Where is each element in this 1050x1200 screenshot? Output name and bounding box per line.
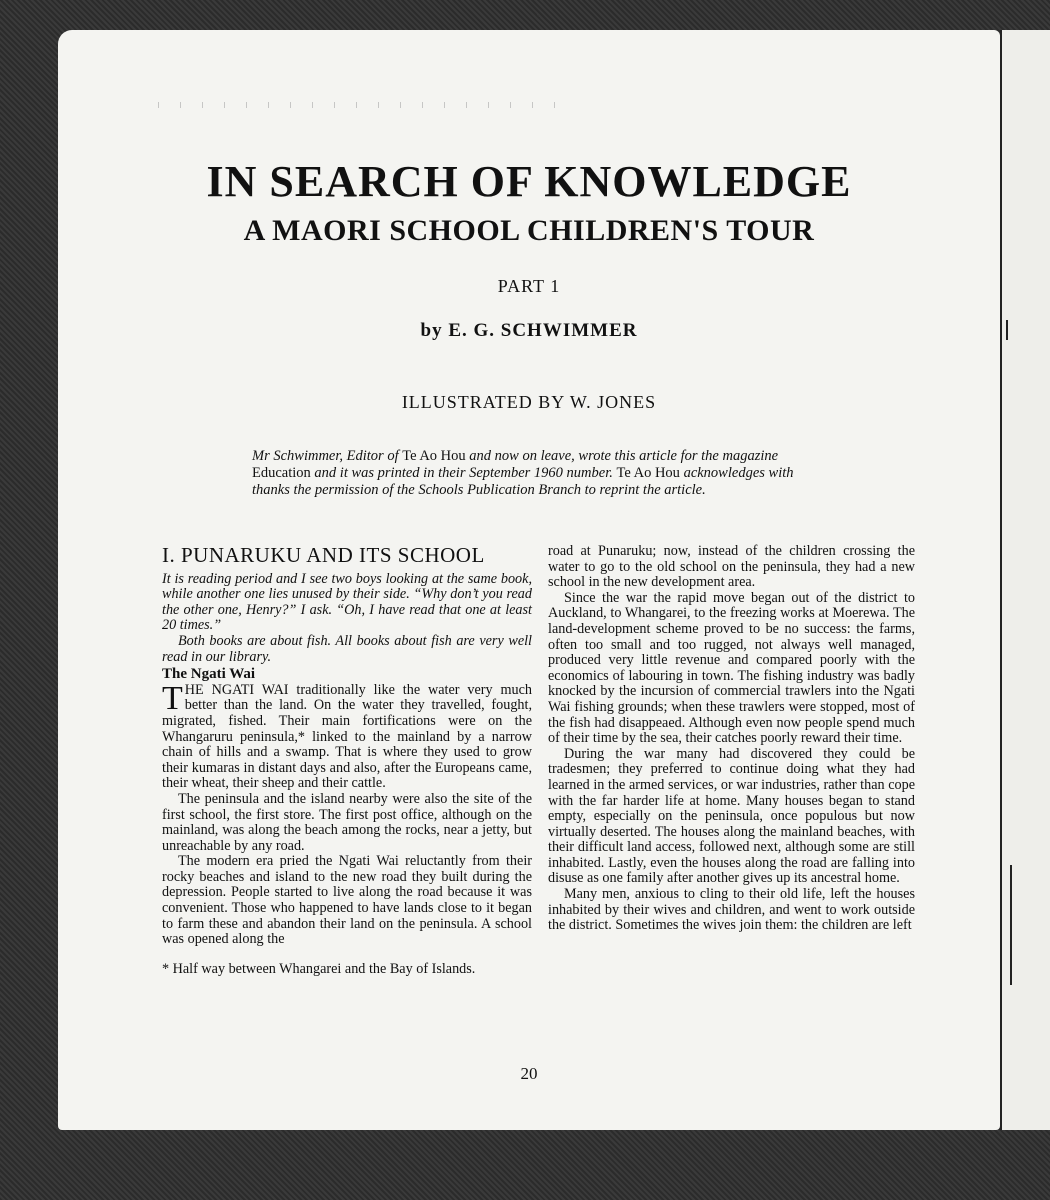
lede-paragraph: It is reading period and I see two boys looking at the same book, while another one lies unused by their side. “Why don’t you read the other one, Henry?” I ask. “Oh, I have read that one at least 20 times.”: [162, 570, 532, 634]
edge-mark: [1006, 320, 1008, 340]
body-paragraph: Since the war the rapid move began out of the district to Auckland, to Whangarei, to the freezing works at Moerewa. The land-development scheme proved to be no success: the farms, often too small and too rugged, not always well managed, produced very little revenue and compared poorly with the economics of labouring in town. The fishing industry was badly knocked by the incursion of commercial trawlers into the Ngati Wai fishing grounds; when these trawlers were stopped, most of the fish had disappeaed. Although even now people spend much of their time by the sea, their catches poorly reward their time.: [548, 589, 915, 747]
body-paragraph: The peninsula and the island nearby were also the site of the first school, the first store. The first post office, although on the mainland, was along the beach among the rocks, near a jetty, but unreachable by any road.: [162, 790, 532, 854]
subheading: The Ngati Wai: [162, 666, 256, 683]
edge-mark: [1010, 865, 1012, 985]
drop-cap: T: [162, 679, 183, 717]
scan-speckle: [158, 102, 558, 108]
body-paragraph: THE NGATI WAI traditionally like the water very much better than the land. On the water they travelled, fought, migrated, fished. Their main fortifications were on the Whangaruru peninsula,* linked to the mainland by a narrow chain of hills and a swamp. That is where they used to grow their kumaras in distant days and also, after the Europeans came, their wheat, their sheep and their cattle.: [162, 679, 533, 792]
adjacent-page-edge: [1000, 30, 1050, 1130]
illustrator-credit: ILLUSTRATED BY W. JONES: [401, 392, 657, 412]
section-heading: I. PUNARUKU AND ITS SCHOOL: [162, 543, 485, 567]
body-paragraph: During the war many had discovered they could be tradesmen; they preferred to continue doing what they had learned in the armed services, or war industries, rather than cope with the far harder life at home. Many houses began to stand empty, especially on the peninsula, once populous but now virtually deserted. The houses along the mainland beaches, with their difficult land access, followed next, although some are still inhabited. Lastly, even the houses along the road are falling into disuse as one family after another gives up its ancestral home.: [548, 745, 915, 887]
right-column: [548, 544, 915, 934]
body-paragraph: The modern era pried the Ngati Wai reluctantly from their rocky beaches and island to the new road they built during the depression. People started to live along the road because it was convenient. Those who happened to have lands close to it began to farm these and abandon their land on the peninsula. A school was opened along the: [162, 853, 532, 948]
byline: by E. G. SCHWIMMER: [420, 320, 638, 341]
article-subtitle: A MAORI SCHOOL CHILDREN'S TOUR: [243, 214, 815, 247]
page-number: 20: [520, 1064, 538, 1083]
editor-note: Mr Schwimmer, Editor of Te Ao Hou and now on leave, wrote this article for the magazine Education and it was printed in their September 1960 number. Te Ao Hou acknowledges with thanks the permission of the Schools Publication Branch to reprint the article.: [252, 448, 794, 498]
lede-paragraph: Both books are about fish. All books about fish are very well read in our library.: [162, 632, 532, 665]
magazine-page: [58, 30, 1000, 1130]
footnote: [162, 962, 532, 978]
body-paragraph: Many men, anxious to cling to their old life, left the houses inhabited by their wives and children, and went to work outside the district. Sometimes the wives join them: the children are left: [548, 886, 915, 934]
footnote-text: * Half way between Whangarei and the Bay of Islands.: [162, 960, 476, 977]
left-column: [162, 543, 533, 977]
article-title: IN SEARCH OF KNOWLEDGE: [206, 157, 852, 206]
body-paragraph: road at Punaruku; now, instead of the children crossing the water to go to the old school on the peninsula, they had a new school in the new development area.: [548, 543, 915, 591]
part-label: PART 1: [497, 276, 561, 296]
